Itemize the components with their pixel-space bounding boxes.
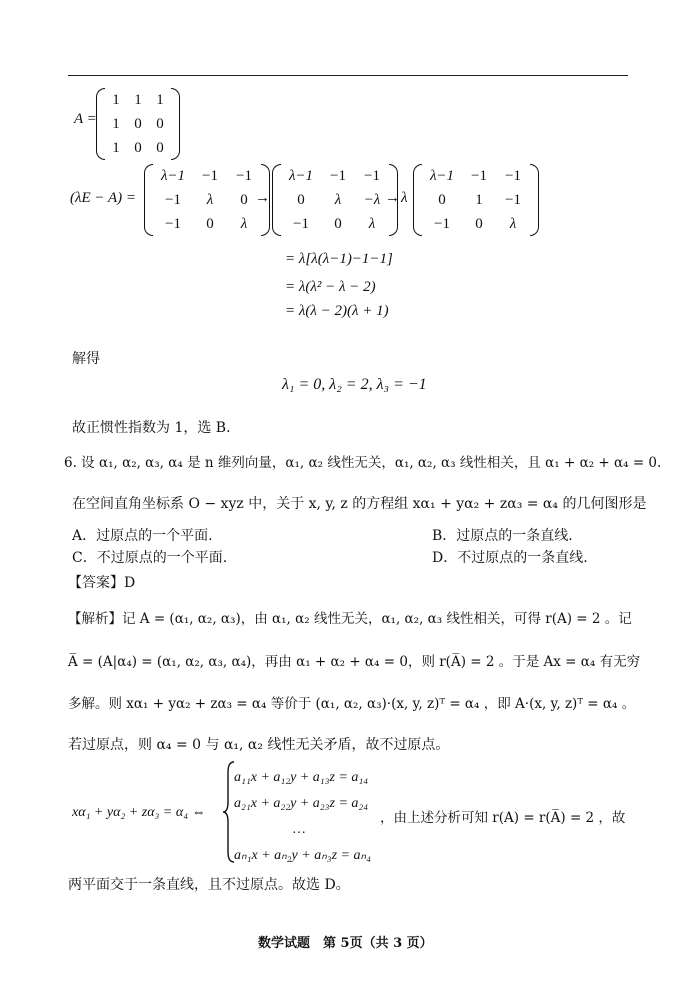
system-eq-1: a₁₁x + a₁₂y + a₁₃z = a₁₄ [234, 770, 369, 785]
m1-cell: λ [240, 215, 248, 232]
char-matrix-1 [144, 164, 270, 236]
m3-cell: 0 [438, 191, 446, 208]
arrow-2: → [385, 190, 400, 206]
solve-label: 解得 [72, 351, 100, 367]
matA-cell: 1 [112, 139, 120, 156]
m1-cell: −1 [165, 215, 181, 232]
option-a: A．过原点的一个平面. [72, 528, 213, 544]
m3-cell: −1 [471, 167, 487, 184]
m3-cell: 0 [475, 215, 483, 232]
det-step-2: = λ(λ² − λ − 2) [285, 279, 376, 295]
matrix-a-label: A = [74, 111, 97, 127]
m1-cell: λ [206, 191, 214, 208]
analysis-line2: A̅ = (A|α₄) = (α₁, α₂, α₃, α₄)，再由 α₁ + α₂ + α₄ = 0，则 r(A̅) = 2 。于是 Ax = α₄ 有无穷 [68, 654, 641, 670]
matrix-a [96, 88, 180, 160]
m2-cell: −1 [293, 215, 309, 232]
det-step-1: = λ[λ(λ−1)−1−1] [285, 251, 393, 267]
linear-system [234, 768, 371, 872]
matA-cell: 1 [112, 115, 120, 132]
q6-stem-line2: 在空间直角坐标系 O − xyz 中，关于 x, y, z 的方程组 xα₁ + yα₂ + zα₃ = α₄ 的几何图形是 [72, 496, 647, 512]
final-conclusion: 两平面交于一条直线，且不过原点。故选 D。 [68, 877, 350, 893]
q6-stem-line1: 6. 设 α₁, α₂, α₃, α₄ 是 n 维列向量，α₁, α₂ 线性无关，α₁, α₂, α₃ 线性相关，且 α₁ + α₂ + α₄ = 0. [64, 455, 662, 471]
conclusion-q5: 故正惯性指数为 1，选 B. [72, 420, 231, 436]
answer: 【答案】D [68, 575, 136, 591]
m1-cell: 0 [240, 191, 248, 208]
m2-cell: λ [334, 191, 342, 208]
matA-cell: 1 [156, 91, 164, 108]
equivalence-lhs: xα₁ + yα₂ + zα₃ = α₄ ⇔ [72, 805, 206, 820]
system-eq-2: a₂₁x + a₂₂y + a₂₃z = a₂₄ [234, 796, 369, 811]
char-matrix-2 [272, 164, 398, 236]
m3-cell: 1 [475, 191, 483, 208]
m3-cell: λ−1 [429, 167, 455, 184]
eigenvalues: λ₁ = 0, λ₂ = 2, λ₃ = −1 [282, 376, 427, 393]
matA-cell: 1 [112, 91, 120, 108]
m2-cell: −1 [364, 167, 380, 184]
option-d: D．不过原点的一条直线. [432, 550, 588, 566]
m1-cell: λ−1 [160, 167, 186, 184]
m3-cell: −1 [505, 167, 521, 184]
m2-cell: 0 [334, 215, 342, 232]
system-eq-ellipsis: … [292, 822, 306, 837]
matA-cell: 0 [156, 139, 164, 156]
matA-cell: 0 [134, 115, 142, 132]
analysis-line3: 多解。则 xα₁ + yα₂ + zα₃ = α₄ 等价于 (α₁, α₂, α₃)·(x, y, z)ᵀ = α₄ ，即 A·(x, y, z)ᵀ = α₄ 。 [68, 696, 636, 712]
m1-cell: −1 [202, 167, 218, 184]
option-b: B．过原点的一条直线. [432, 528, 573, 544]
arrow-1: → [255, 190, 270, 206]
m3-cell: −1 [505, 191, 521, 208]
matA-cell: 0 [134, 139, 142, 156]
m2-cell: 0 [297, 191, 305, 208]
m2-cell: −λ [363, 191, 381, 208]
m2-cell: λ [368, 215, 376, 232]
m1-cell: −1 [165, 191, 181, 208]
m1-cell: −1 [236, 167, 252, 184]
matA-cell: 0 [156, 115, 164, 132]
lambda-factor: λ [401, 190, 408, 206]
matA-cell: 1 [134, 91, 142, 108]
m2-cell: λ−1 [288, 167, 314, 184]
char-matrix-label: (λE − A) = [70, 190, 137, 206]
option-c: C．不过原点的一个平面. [72, 550, 228, 566]
analysis-line4: 若过原点，则 α₄ = 0 与 α₁, α₂ 线性无关矛盾，故不过原点。 [68, 737, 450, 753]
m3-cell: λ [509, 215, 517, 232]
analysis-line1: 【解析】记 A = (α₁, α₂, α₃)，由 α₁, α₂ 线性无关，α₁, α₂, α₃ 线性相关，可得 r(A) = 2 。记 [68, 611, 632, 627]
header-rule [68, 75, 628, 76]
det-step-3: = λ(λ − 2)(λ + 1) [285, 303, 389, 319]
m3-cell: −1 [434, 215, 450, 232]
page-footer: 数学试题 第 5页（共 3 页） [258, 936, 433, 951]
char-matrix-3 [413, 164, 539, 236]
system-eq-n: aₙ₁x + aₙ₂y + aₙ₃z = aₙ₄ [234, 848, 371, 863]
m2-cell: −1 [330, 167, 346, 184]
m1-cell: 0 [206, 215, 214, 232]
equivalence-rhs: ，由上述分析可知 r(A) = r(A̅) = 2 ，故 [380, 810, 626, 826]
